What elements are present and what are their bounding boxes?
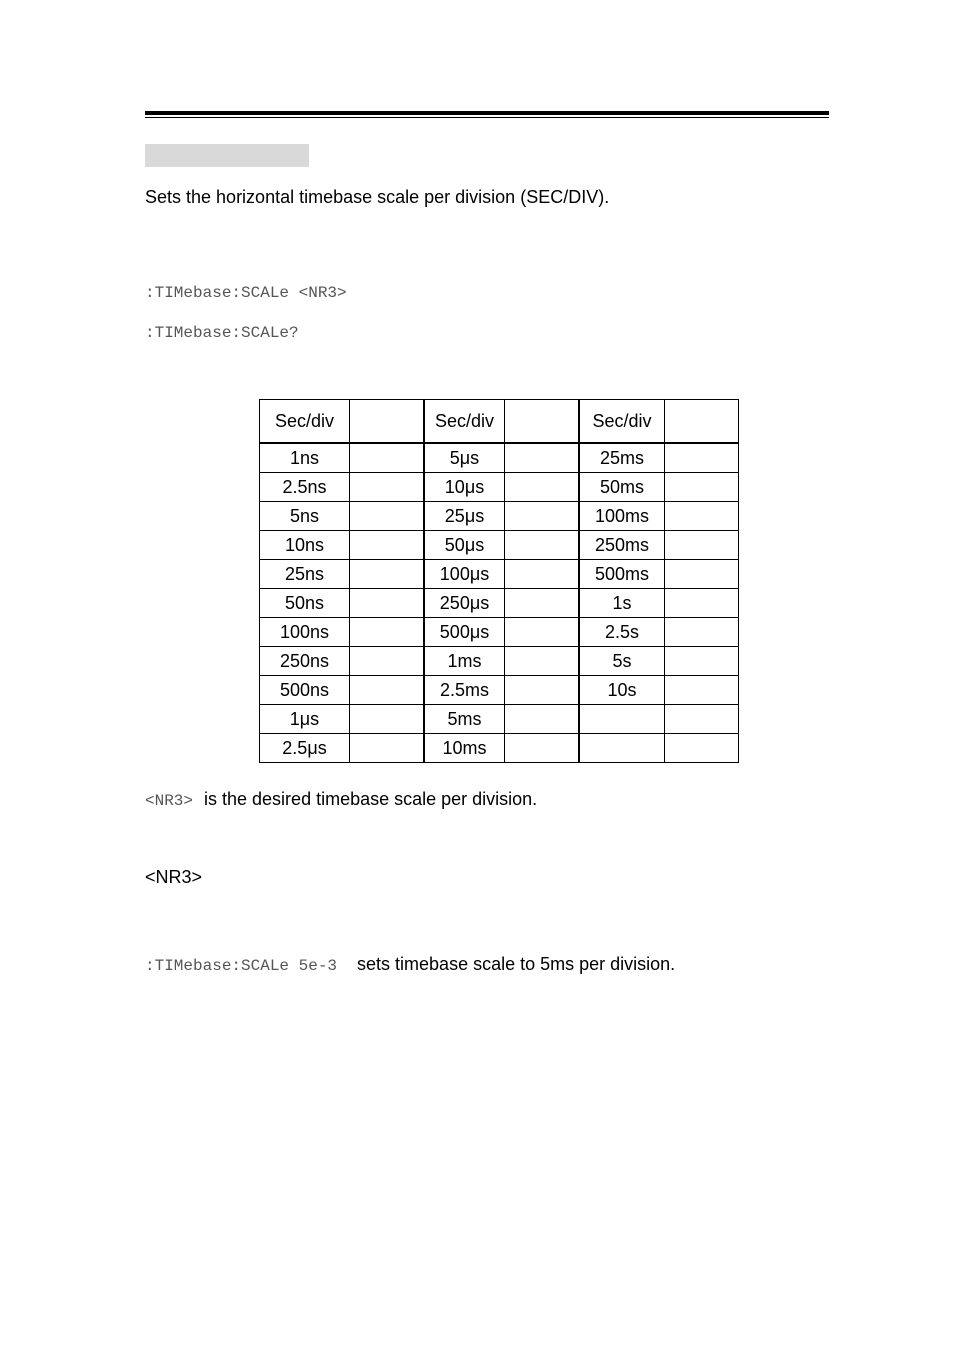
parameter-code: <NR3> [145, 792, 194, 810]
table-cell [505, 560, 580, 589]
table-row [260, 589, 739, 618]
table-cell [665, 531, 739, 560]
table-cell [665, 589, 739, 618]
table-cell [505, 473, 580, 502]
table-cell: 10s [579, 676, 665, 705]
table-cell: 100ns [260, 618, 350, 647]
table-cell: 1s [579, 589, 665, 618]
table-cell [350, 531, 425, 560]
table-cell: 5ns [260, 502, 350, 531]
table-cell: 500μs [424, 618, 505, 647]
table-cell: 5ms [424, 705, 505, 734]
table-cell [350, 589, 425, 618]
table-cell [665, 734, 739, 763]
table-cell: 1μs [260, 705, 350, 734]
table-cell: 250μs [424, 589, 505, 618]
table-cell: 5s [579, 647, 665, 676]
example-line [145, 954, 675, 975]
table-row [260, 473, 739, 502]
table-cell: 2.5μs [260, 734, 350, 763]
table-row [260, 502, 739, 531]
table-row [260, 676, 739, 705]
parameter-text: is the desired timebase scale per division. [204, 789, 538, 809]
return-format: <NR3> [145, 867, 203, 887]
table-cell: 250ns [260, 647, 350, 676]
table-row [260, 734, 739, 763]
table-cell: 250ms [579, 531, 665, 560]
example-code: :TIMebase:SCALe 5e-3 [145, 957, 338, 975]
table-cell [350, 473, 425, 502]
table-cell [665, 705, 739, 734]
table-cell [665, 676, 739, 705]
table-cell [665, 502, 739, 531]
table-cell: 100ms [579, 502, 665, 531]
table-cell [665, 473, 739, 502]
table-cell [665, 560, 739, 589]
table-header-cell [350, 400, 425, 444]
table-cell [350, 647, 425, 676]
table-cell [505, 589, 580, 618]
table-cell: 1ms [424, 647, 505, 676]
table-header-cell: Sec/div [260, 400, 350, 444]
section-heading-placeholder [145, 144, 309, 167]
table-cell: 2.5ns [260, 473, 350, 502]
parameter-line [145, 789, 537, 810]
table-cell [505, 705, 580, 734]
table-cell: 5μs [424, 443, 505, 473]
header-rule-thick [145, 111, 829, 115]
table-row [260, 443, 739, 473]
table-row [260, 705, 739, 734]
table-cell [665, 443, 739, 473]
table-cell: 50μs [424, 531, 505, 560]
table-cell [505, 676, 580, 705]
table-row [260, 560, 739, 589]
command-description: Sets the horizontal timebase scale per division (SEC/DIV). [145, 187, 610, 207]
table-cell [665, 618, 739, 647]
table-cell: 50ns [260, 589, 350, 618]
table-row [260, 647, 739, 676]
table-cell [350, 560, 425, 589]
table-cell [505, 734, 580, 763]
table-row [260, 618, 739, 647]
table-header-cell: Sec/div [579, 400, 665, 444]
table-cell: 2.5s [579, 618, 665, 647]
table-cell: 25ns [260, 560, 350, 589]
table-cell [505, 531, 580, 560]
table-cell [505, 647, 580, 676]
table-cell: 500ms [579, 560, 665, 589]
table-cell [579, 734, 665, 763]
table-cell: 2.5ms [424, 676, 505, 705]
table-cell: 1ns [260, 443, 350, 473]
table-header-cell: Sec/div [424, 400, 505, 444]
table-header-row [260, 400, 739, 444]
table-cell: 10ms [424, 734, 505, 763]
table-cell: 10ns [260, 531, 350, 560]
table-cell [505, 443, 580, 473]
table-cell [350, 734, 425, 763]
table-cell [505, 618, 580, 647]
table-cell [505, 502, 580, 531]
table-cell: 500ns [260, 676, 350, 705]
header-rule-thin [145, 117, 829, 118]
table-cell: 25μs [424, 502, 505, 531]
table-cell [350, 676, 425, 705]
table-cell [665, 647, 739, 676]
table-cell [350, 618, 425, 647]
syntax-set: :TIMebase:SCALe <NR3> [145, 284, 347, 302]
table-cell [350, 705, 425, 734]
table-cell [350, 443, 425, 473]
syntax-query: :TIMebase:SCALe? [145, 324, 299, 342]
table-cell [579, 705, 665, 734]
example-text: sets timebase scale to 5ms per division. [357, 954, 676, 974]
table-cell: 100μs [424, 560, 505, 589]
table-cell: 10μs [424, 473, 505, 502]
table-cell: 50ms [579, 473, 665, 502]
table-row [260, 531, 739, 560]
table-body [260, 443, 739, 763]
table-cell: 25ms [579, 443, 665, 473]
table-cell [350, 502, 425, 531]
timebase-scale-table [259, 399, 739, 763]
table-header-cell [665, 400, 739, 444]
table-header-cell [505, 400, 580, 444]
